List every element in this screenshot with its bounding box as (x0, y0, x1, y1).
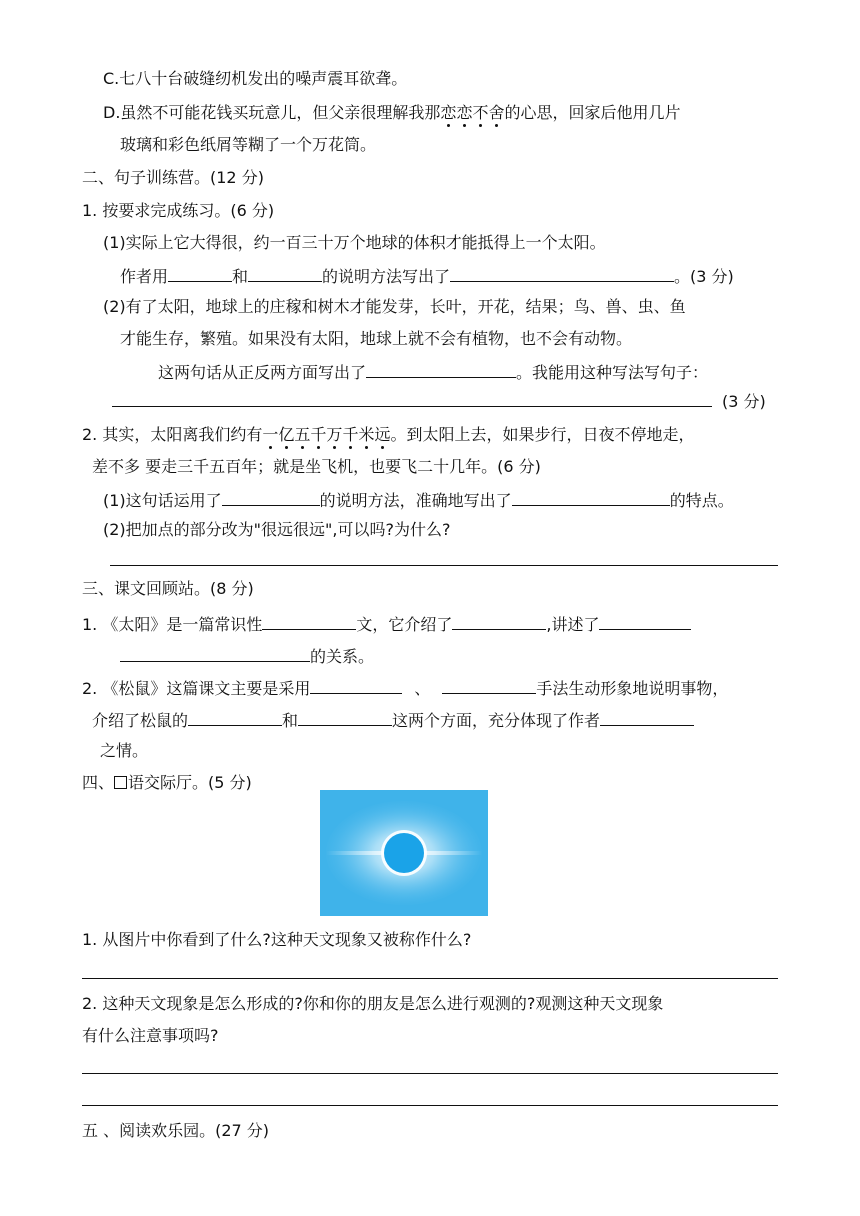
section-4-q1: 1. 从图片中你看到了什么?这种天文现象又被称作什么? (82, 930, 472, 949)
section-2-q1: 1. 按要求完成练习。(6 分) (82, 201, 275, 220)
text: 和 (232, 267, 249, 286)
text: 作者用 (120, 267, 169, 286)
answer-blank[interactable] (452, 612, 546, 630)
answer-line[interactable] (112, 406, 712, 407)
text: (1)这句话运用了 (103, 491, 222, 510)
text: ,讲述了 (546, 615, 600, 634)
section-3-q2-line3: 之情。 (100, 741, 149, 760)
section-3-q2 (82, 676, 728, 700)
dotted-phrase (262, 425, 390, 444)
answer-line[interactable] (110, 565, 778, 566)
section-4-q2-line2: 有什么注意事项吗? (82, 1026, 219, 1045)
square-glyph (114, 776, 127, 789)
text: 这两句话从正反两方面写出了 (158, 363, 367, 382)
text: 的说明方法，准确地写出了 (319, 491, 512, 510)
answer-line[interactable] (82, 978, 778, 979)
text: 手法生动形象地说明事物， (536, 679, 729, 698)
text: 文，它介绍了 (356, 615, 453, 634)
answer-blank[interactable] (442, 676, 536, 694)
option-c: C.七八十台破缝纫机发出的噪声震耳欲聋。 (103, 69, 408, 88)
answer-blank[interactable] (600, 708, 694, 726)
answer-blank[interactable] (512, 488, 670, 506)
text: 2. 其实，太阳离我们约有 (82, 425, 263, 444)
dotted-char: 千 (342, 425, 359, 444)
dotted-char: 亿 (278, 425, 295, 444)
section-2-q1-2-line2: 才能生存，繁殖。如果没有太阳，地球上就不会有植物，也不会有动物。 (120, 329, 633, 348)
dotted-char: 五 (294, 425, 311, 444)
section-2-q1-1-sentence: (1)实际上它大得很，约一百三十万个地球的体积才能抵得上一个太阳。 (103, 233, 606, 252)
section-2-q2-line2: 差不多 要走三千五百年；就是坐飞机，也要飞二十几年。(6 分) (92, 457, 541, 476)
section-4-title (82, 772, 252, 794)
section-2-q2-2: (2)把加点的部分改为"很远很远",可以吗?为什么? (103, 520, 451, 539)
answer-line[interactable] (82, 1105, 778, 1106)
section-3-title: 三、课文回顾站。(8 分) (82, 579, 254, 598)
text: 、 (414, 679, 431, 698)
solar-eclipse-image (320, 790, 488, 916)
answer-blank[interactable] (298, 708, 392, 726)
score-label: (3 分) (722, 392, 766, 411)
answer-blank[interactable] (450, 264, 674, 282)
text: 1. 《太阳》是一篇常识性 (82, 615, 263, 634)
answer-blank[interactable] (222, 488, 320, 506)
moon-disc (384, 833, 424, 873)
dotted-char: 舍 (488, 103, 505, 122)
answer-blank[interactable] (366, 360, 516, 378)
dotted-char: 千 (310, 425, 327, 444)
option-d (103, 102, 681, 124)
dotted-char: 万 (326, 425, 343, 444)
answer-blank[interactable] (120, 644, 310, 662)
dotted-phrase (440, 103, 504, 122)
section-3-q1-line2 (120, 644, 374, 668)
section-2-q1-2-line1: (2)有了太阳，地球上的庄稼和树木才能发芽，长叶，开花，结果；鸟、兽、虫、鱼 (103, 297, 686, 316)
text: 的关系。 (310, 647, 375, 666)
section-4-q2-line1: 2. 这种天文现象是怎么形成的?你和你的朋友是怎么进行观测的?观测这种天文现象 (82, 994, 664, 1013)
text: 介绍了松鼠的 (92, 711, 189, 730)
option-d-text-2: 的心思，回家后他用几片 (504, 103, 681, 122)
dotted-char: 一 (262, 425, 279, 444)
text: 四、 (82, 773, 115, 792)
text: 的特点。 (669, 491, 734, 510)
text: 语交际厅。(5 分) (128, 773, 252, 792)
section-5-title: 五 、阅读欢乐园。(27 分) (82, 1121, 270, 1140)
text: 和 (282, 711, 299, 730)
section-2-q2-1-fill (103, 488, 734, 512)
section-2-title: 二、句子训练营。(12 分) (82, 168, 264, 187)
dotted-char: 远 (374, 425, 391, 444)
text: 。(3 分) (674, 267, 734, 286)
answer-blank[interactable] (168, 264, 232, 282)
section-2-q2 (82, 424, 695, 446)
text: 。我能用这种写法写句子： (516, 363, 709, 382)
dotted-char: 恋 (440, 103, 457, 122)
option-d-text: D.虽然不可能花钱买玩意儿，但父亲很理解我那 (103, 103, 441, 122)
section-3-q1 (82, 612, 691, 636)
answer-line[interactable] (82, 1073, 778, 1074)
section-3-q2-line2 (92, 708, 694, 732)
text: 的说明方法写出了 (322, 267, 451, 286)
text: 这两个方面，充分体现了作者 (392, 711, 601, 730)
text: 2. 《松鼠》这篇课文主要是采用 (82, 679, 311, 698)
section-2-q1-2-fill (158, 360, 708, 384)
answer-blank[interactable] (248, 264, 322, 282)
dotted-char: 不 (472, 103, 489, 122)
text: 。到太阳上去，如果步行，日夜不停地走， (390, 425, 695, 444)
answer-blank[interactable] (262, 612, 356, 630)
answer-blank[interactable] (188, 708, 282, 726)
section-2-q1-1-fill (120, 264, 734, 288)
dotted-char: 恋 (456, 103, 473, 122)
answer-blank[interactable] (599, 612, 691, 630)
answer-blank[interactable] (310, 676, 402, 694)
option-d-line2: 玻璃和彩色纸屑等糊了一个万花筒。 (120, 135, 377, 154)
eclipse-illustration (320, 790, 488, 916)
dotted-char: 米 (358, 425, 375, 444)
